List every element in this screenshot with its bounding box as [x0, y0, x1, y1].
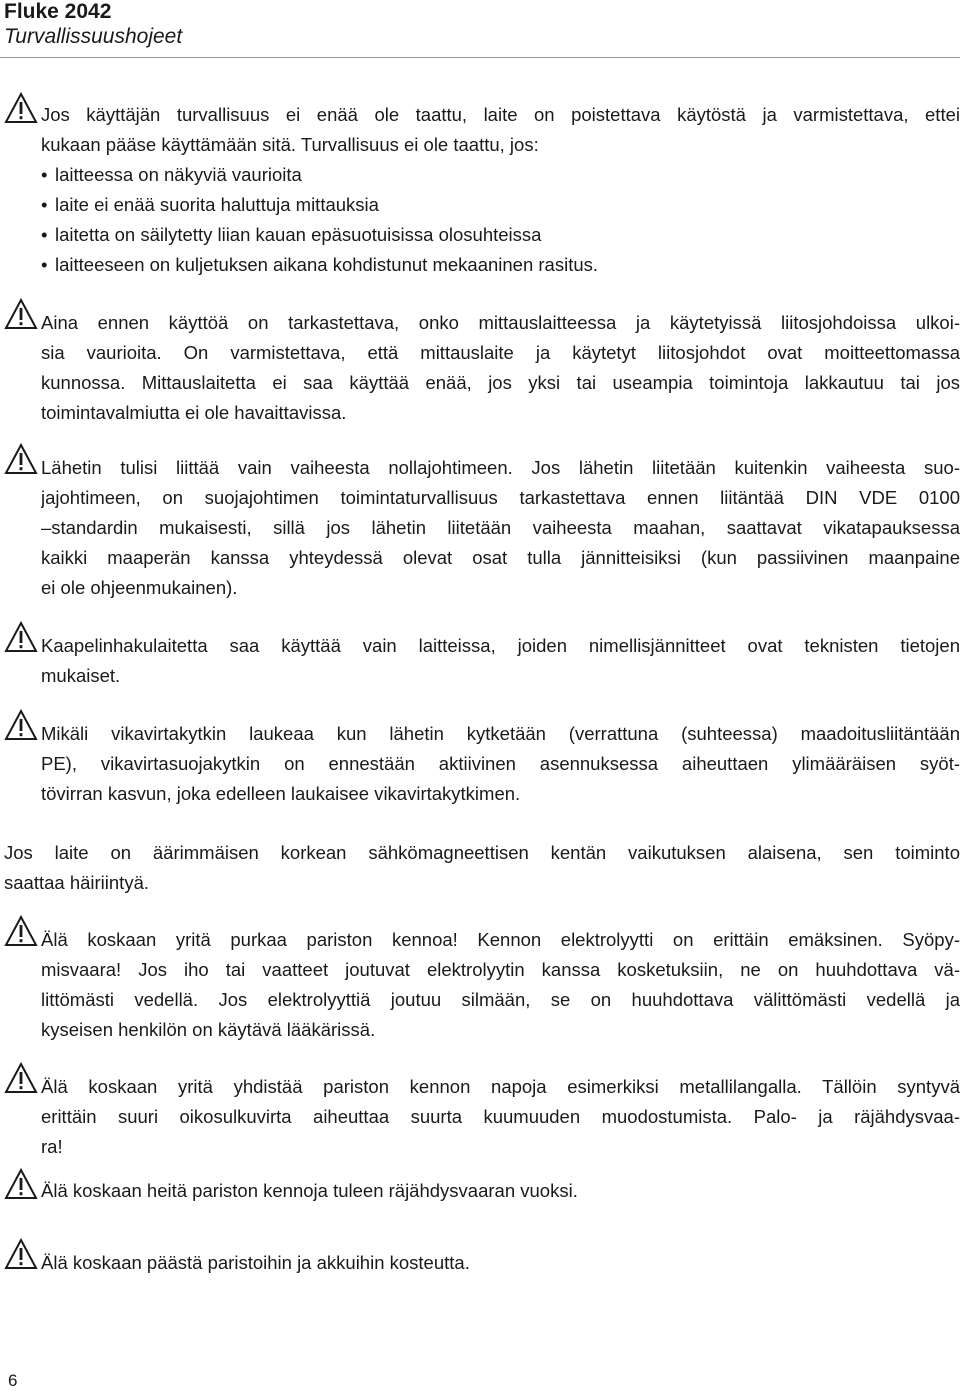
warning-block-fire [0, 1166, 960, 1211]
paragraph-line: Lähetin tulisi liittää vain vaiheesta nollajohtimeen. Jos lähetin liitetään kuitenkin vaiheesta suo- [41, 457, 960, 478]
paragraph-line: –standardin mukaisesti, sillä jos lähetin liitetään vaiheesta maahan, saattavat vikatapauksessa [41, 517, 960, 538]
paragraph-line: tövirran kasvun, joka edelleen laukaisee vikavirtakytkimen. [41, 783, 521, 804]
paragraph-line: ei ole ohjeenmukainen). [41, 577, 238, 598]
warning-triangle-icon [4, 443, 38, 475]
warning-triangle-icon [4, 1168, 38, 1200]
bullet-dot-icon: • [41, 164, 48, 185]
page-number: 6 [8, 1371, 18, 1390]
paragraph-line: Mikäli vikavirtakytkin laukeaa kun lähetin kytketään (verrattuna (suhteessa) maadoitusliitäntään [41, 723, 960, 744]
bullet-item [41, 250, 960, 280]
paragraph-line: Älä koskaan päästä paristoihin ja akkuihin kosteutta. [41, 1252, 470, 1273]
warning-block-rated-voltage [0, 619, 960, 694]
paragraph-line: kyseisen henkilön on käytävä lääkärissä. [41, 1019, 376, 1040]
warning-triangle-icon [4, 1062, 38, 1094]
paragraph-line: erittäin suuri oikosulkuvirta aiheuttaa suurta kuumuuden muodostumista. Palo- ja räjähdysvaa- [41, 1106, 960, 1127]
paragraph-line: Aina ennen käyttöä on tarkastettava, onko mittauslaitteessa ja käytetyissä liitosjohdoissa ulkoi- [41, 312, 960, 333]
paragraph-line: Jos laite on äärimmäisen korkean sähkömagneettisen kentän vaikutuksen alaisena, sen toiminto [4, 842, 960, 863]
paragraph-line: saattaa häiriintyä. [4, 872, 150, 893]
bullet-item [41, 190, 960, 220]
product-model: Fluke 2042 [4, 0, 112, 23]
warning-block-rcd-tripping [0, 707, 960, 812]
bullet-text: laitteeseen on kuljetuksen aikana kohdistunut mekaaninen rasitus. [55, 254, 599, 275]
warning-triangle-icon [4, 1238, 38, 1270]
warning-triangle-icon [4, 709, 38, 741]
warning-block-transmitter-connection [0, 441, 960, 606]
paragraph-line: Jos käyttäjän turvallisuus ei enää ole taattu, laite on poistettava käytöstä ja varmistettava, ettei [41, 104, 960, 125]
paragraph-line: misvaara! Jos iho tai vaatteet joutuvat elektrolyytin kanssa kosketuksiin, ne on huuhdottava vä- [41, 959, 960, 980]
paragraph-line: Älä koskaan yritä yhdistää pariston kennon napoja esimerkiksi metallilangalla. Tällöin syntyvä [41, 1076, 960, 1097]
paragraph-line: ra! [41, 1136, 63, 1157]
warning-block-moisture [0, 1236, 960, 1281]
bullet-text: laitteessa on näkyviä vaurioita [55, 164, 302, 185]
bullet-dot-icon: • [41, 194, 48, 215]
warning-block-short-circuit [0, 1060, 960, 1165]
warning-triangle-icon [4, 915, 38, 947]
section-title: Turvallissuushojeet [4, 25, 183, 48]
paragraph-line: jajohtimeen, on suojajohtimen toimintaturvallisuus tarkastettava ennen liitäntää DIN VDE 0100 [41, 487, 960, 508]
bullet-text: laite ei enää suorita haluttuja mittauksia [55, 194, 379, 215]
paragraph-line: Kaapelinhakulaitetta saa käyttää vain laitteissa, joiden nimellisjännitteet ovat teknisten tietojen [41, 635, 960, 656]
paragraph-line: kukaan pääse käyttämään sitä. Turvallisuus ei ole taattu, jos: [41, 134, 539, 155]
paragraph-line: littömästi vedellä. Jos elektrolyyttiä joutuu silmään, se on huuhdottava välittömästi vedellä ja [41, 989, 960, 1010]
warning-triangle-icon [4, 298, 38, 330]
paragraph-line: toimintavalmiutta ei ole havaittavissa. [41, 402, 347, 423]
paragraph-line: PE), vikavirtasuojakytkin on ennestään aktiivinen asennuksessa aiheuttaen ylimääräisen syöt- [41, 753, 960, 774]
paragraph-line: kaikki maaperän kanssa yhteydessä olevat osat tulla jännitteisiksi (kun passiivinen maanpaine [41, 547, 960, 568]
paragraph-line: mukaiset. [41, 665, 121, 686]
paragraph-line: Älä koskaan heitä pariston kennoja tuleen räjähdysvaaran vuoksi. [41, 1180, 578, 1201]
warning-block-safety-not-guaranteed [0, 90, 960, 280]
paragraph-line: kunnossa. Mittauslaitetta ei saa käyttää enää, jos yksi tai useampia toimintoja lakkautuu tai jos [41, 372, 960, 393]
header-divider [0, 57, 960, 58]
page-header [4, 0, 956, 60]
bullet-dot-icon: • [41, 254, 48, 275]
bullet-dot-icon: • [41, 224, 48, 245]
bullet-item [41, 220, 960, 250]
warning-triangle-icon [4, 621, 38, 653]
bullet-text: laitetta on säilytetty liian kauan epäsuotuisissa olosuhteissa [55, 224, 542, 245]
paragraph-line: Älä koskaan yritä purkaa pariston kennoa! Kennon elektrolyytti on erittäin emäksinen. Syöpy- [41, 929, 960, 950]
bullet-item [41, 160, 960, 190]
paragraph-line: sia vaurioita. On varmistettava, että mittauslaite ja käytetyt liitosjohdot ovat moitteettomassa [41, 342, 960, 363]
warning-triangle-icon [4, 92, 38, 124]
note-block-electromagnetic-field [0, 836, 960, 898]
warning-block-inspect-before-use [0, 296, 960, 426]
warning-block-battery-electrolyte [0, 913, 960, 1048]
